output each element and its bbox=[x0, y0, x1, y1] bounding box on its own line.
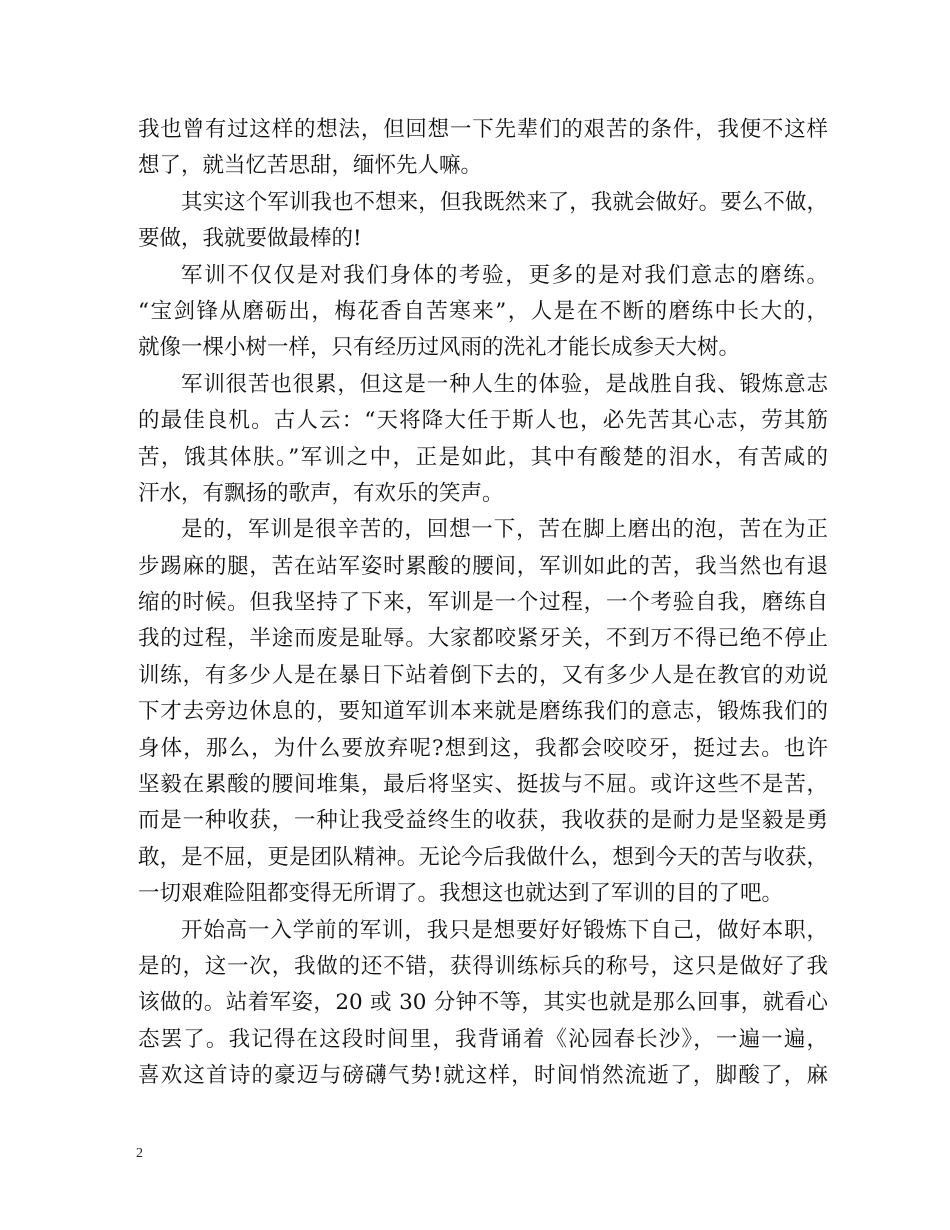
text-line: 身体，那么，为什么要放弃呢?想到这，我都会咬咬牙，挺过去。也许 bbox=[138, 735, 828, 761]
text-line: 而是一种收获，一种让我受益终生的收获，我收获的是耐力是坚毅是勇 bbox=[138, 808, 828, 834]
text-line: 一切艰难险阻都变得无所谓了。我想这也就达到了军训的目的了吧。 bbox=[138, 881, 784, 907]
text-line: 军训很苦也很累，但这是一种人生的体验，是战胜自我、锻炼意志 bbox=[181, 371, 828, 397]
text-line: 喜欢这首诗的豪迈与磅礴气势!就这样，时间悄然流逝了，脚酸了，麻 bbox=[138, 1063, 828, 1089]
text-line: 态罢了。我记得在这段时间里，我背诵着《沁园春长沙》，一遍一遍， bbox=[138, 1026, 828, 1052]
text-line: 苦，饿其体肤。”军训之中，正是如此，其中有酸楚的泪水，有苦咸的 bbox=[138, 444, 828, 470]
text-line: 下才去旁边休息的，要知道军训本来就是磨练我们的意志，锻炼我们的 bbox=[138, 699, 828, 725]
body-text bbox=[138, 112, 828, 1095]
text-line: 是的，军训是很辛苦的，回想一下，苦在脚上磨出的泡，苦在为正 bbox=[181, 517, 828, 543]
text-line: 我的过程，半途而废是耻辱。大家都咬紧牙关，不到万不得已绝不停止 bbox=[138, 626, 828, 652]
text-line: 要做，我就要做最棒的! bbox=[138, 226, 362, 252]
text-line: 坚毅在累酸的腰间堆集，最后将坚实、挺拔与不屈。或许这些不是苦， bbox=[138, 772, 828, 798]
text-line: 步踢麻的腿，苦在站军姿时累酸的腰间，军训如此的苦，我当然也有退 bbox=[138, 553, 828, 579]
text-line: 该做的。站着军姿，20 或 30 分钟不等，其实也就是那么回事，就看心 bbox=[138, 990, 828, 1016]
page-number: 2 bbox=[136, 1146, 143, 1161]
text-line: 其实这个军训我也不想来，但我既然来了，我就会做好。要么不做， bbox=[181, 189, 828, 215]
text-line: 就像一棵小树一样，只有经历过风雨的洗礼才能长成参天大树。 bbox=[138, 335, 741, 361]
text-line: “宝剑锋从磨砺出，梅花香自苦寒来”，人是在不断的磨练中长大的， bbox=[138, 298, 828, 324]
text-line: 训练，有多少人是在暴日下站着倒下去的，又有多少人是在教官的劝说 bbox=[138, 662, 828, 688]
text-line: 汗水，有飘扬的歌声，有欢乐的笑声。 bbox=[138, 480, 504, 506]
text-line: 军训不仅仅是对我们身体的考验，更多的是对我们意志的磨练。 bbox=[181, 262, 828, 288]
text-line: 我也曾有过这样的想法，但回想一下先辈们的艰苦的条件，我便不这样 bbox=[138, 117, 828, 142]
text-line: 的最佳良机。古人云：“天将降大任于斯人也，必先苦其心志，劳其筋 bbox=[138, 408, 828, 434]
text-line: 敢，是不屈，更是团队精神。无论今后我做什么，想到今天的苦与收获， bbox=[138, 844, 828, 870]
text-line: 开始高一入学前的军训，我只是想要好好锻炼下自己，做好本职， bbox=[181, 917, 828, 943]
text-line: 想了，就当忆苦思甜，缅怀先人嘛。 bbox=[138, 153, 483, 179]
text-line: 是的，这一次，我做的还不错，获得训练标兵的称号，这只是做好了我 bbox=[138, 953, 828, 979]
text-line: 缩的时候。但我坚持了下来，军训是一个过程，一个考验自我，磨练自 bbox=[138, 590, 828, 616]
